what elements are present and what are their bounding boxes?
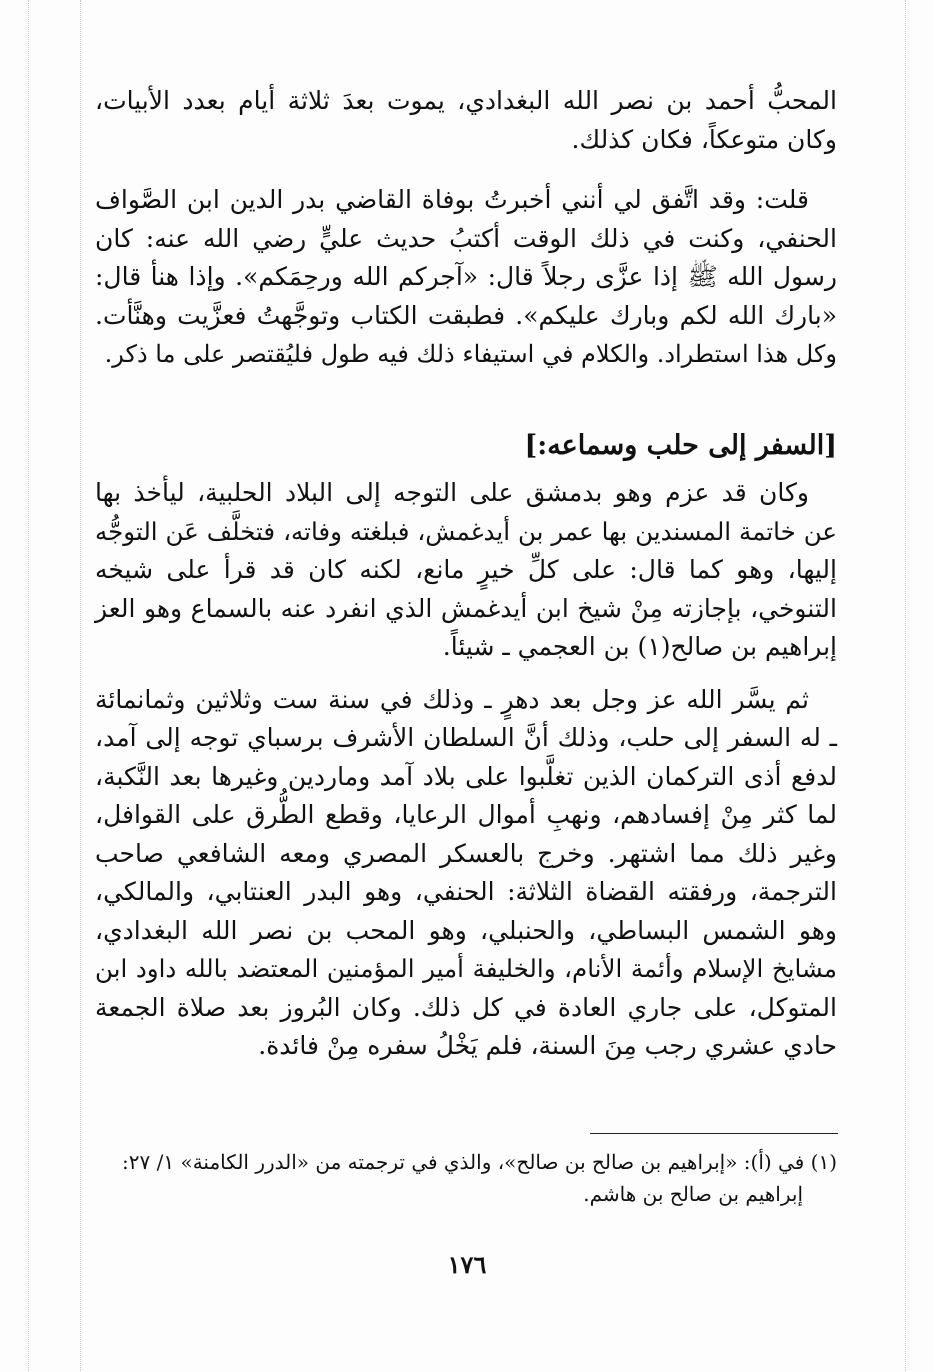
paragraph-4 bbox=[95, 681, 837, 1066]
section-text bbox=[95, 474, 837, 1066]
page-number: ١٧٦ bbox=[447, 1250, 487, 1279]
text-line: مشايخ الإسلام وأئمة الأنام، والخليفة أمير المؤمنين المعتضد بالله داود ابن bbox=[95, 954, 837, 983]
text-line: وكان متوعكاً، فكان كذلك. bbox=[571, 124, 837, 154]
footnote-divider bbox=[590, 1133, 838, 1134]
text-line: المحبُّ أحمد بن نصر الله البغدادي، يموت بعدَ ثلاثة أيام بعدد الأبيات، bbox=[95, 86, 837, 115]
text-line: التنوخي، بإجازته مِنْ شيخ ابن أيدغمش الذي انفرد عنه بالسماع وهو العز bbox=[95, 593, 837, 623]
scan-margin-dots bbox=[80, 0, 81, 1372]
text-line: عن خاتمة المسندين بها عمر بن أيدغمش، فبلغته وفاته، فتخلَّف عَن التوجُّه bbox=[95, 516, 837, 546]
text-line: رسول الله ﷺ إذا عزَّى رجلاً قال: «آجركم الله ورحِمَكم». وإذا هنأ قال: bbox=[95, 262, 837, 291]
text-line: «بارك الله لكم وبارك عليكم». فطبقت الكتاب وتوجَّهتُ فعزَّيت وهنَّأت. bbox=[95, 300, 837, 330]
text-line: لما كثر مِنْ إفسادهم، ونهبِ أموال الرعايا، وقطع الطُّرق على القوافل، bbox=[95, 800, 837, 829]
text-line: إبراهيم بن صالح(١) بن العجمي ـ شيئاً. bbox=[442, 632, 837, 661]
text-line: وكل هذا استطراد. والكلام في استيفاء ذلك فيه طول فليُقتصر على ما ذكر. bbox=[104, 340, 837, 368]
text-line: حادي عشري رجب مِنَ السنة، فلم يَخْلُ سفره مِنْ فائدة. bbox=[258, 1031, 837, 1060]
paragraph-3 bbox=[95, 474, 837, 667]
text-line: ثم يسَّر الله عز وجل بعد دهرٍ ـ وذلك في سنة ست وثلاثين وثمانمائة bbox=[95, 684, 809, 714]
footnote-line: إبراهيم بن صالح بن هاشم. bbox=[583, 1182, 803, 1206]
section-heading: [السفر إلى حلب وسماعه:] bbox=[524, 430, 837, 461]
text-line: لدفع أذى التركمان الذين تغلَّبوا على بلاد آمد وماردين وغيرها بعد النَّكبة، bbox=[95, 761, 837, 791]
footnote bbox=[95, 1146, 837, 1210]
text-line: ـ له السفر إلى حلب، وذلك أنَّ السلطان الأشرف برسباي توجه إلى آمد، bbox=[95, 723, 837, 752]
footnote-line: (١) في (أ): «إبراهيم بن صالح بن صالح»، والذي في ترجمته من «الدرر الكامنة» ١/ ٢٧: bbox=[122, 1150, 837, 1174]
text-line: وكان قد عزم وهو بدمشق على التوجه إلى البلاد الحلبية، ليأخذ بها bbox=[95, 478, 809, 507]
text-line: المتوكل، على جاري العادة في كل ذلك. وكان البُروز بعد صلاة الجمعة bbox=[95, 992, 837, 1022]
text-line: الترجمة، ورفقته القضاة الثلاثة: الحنفي، وهو البدر العنتابي، والمالكي، bbox=[95, 877, 837, 906]
paragraph-2 bbox=[95, 181, 837, 374]
intro-text bbox=[95, 82, 837, 374]
paragraph-1 bbox=[95, 82, 837, 159]
scan-margin-dots bbox=[905, 0, 906, 1372]
text-line: إليها، وهو كما قال: على كلِّ خيرٍ مانع، لكنه كان قد قرأ على شيخه bbox=[95, 555, 837, 584]
scan-margin-dots bbox=[28, 0, 29, 1372]
text-line: وهو الشمس البساطي، والحنبلي، وهو المحب بن نصر الله البغدادي، bbox=[95, 915, 837, 945]
text-line: وغير ذلك مما اشتهر. وخرج بالعسكر المصري ومعه الشافعي صاحب bbox=[95, 838, 837, 868]
text-line: قلت: وقد اتَّفق لي أنني أخبرتُ بوفاة القاضي بدر الدين ابن الصَّواف bbox=[95, 185, 809, 214]
text-line: الحنفي، وكنت في ذلك الوقت أكتبُ حديث عليٍّ رضي الله عنه: كان bbox=[95, 223, 837, 253]
